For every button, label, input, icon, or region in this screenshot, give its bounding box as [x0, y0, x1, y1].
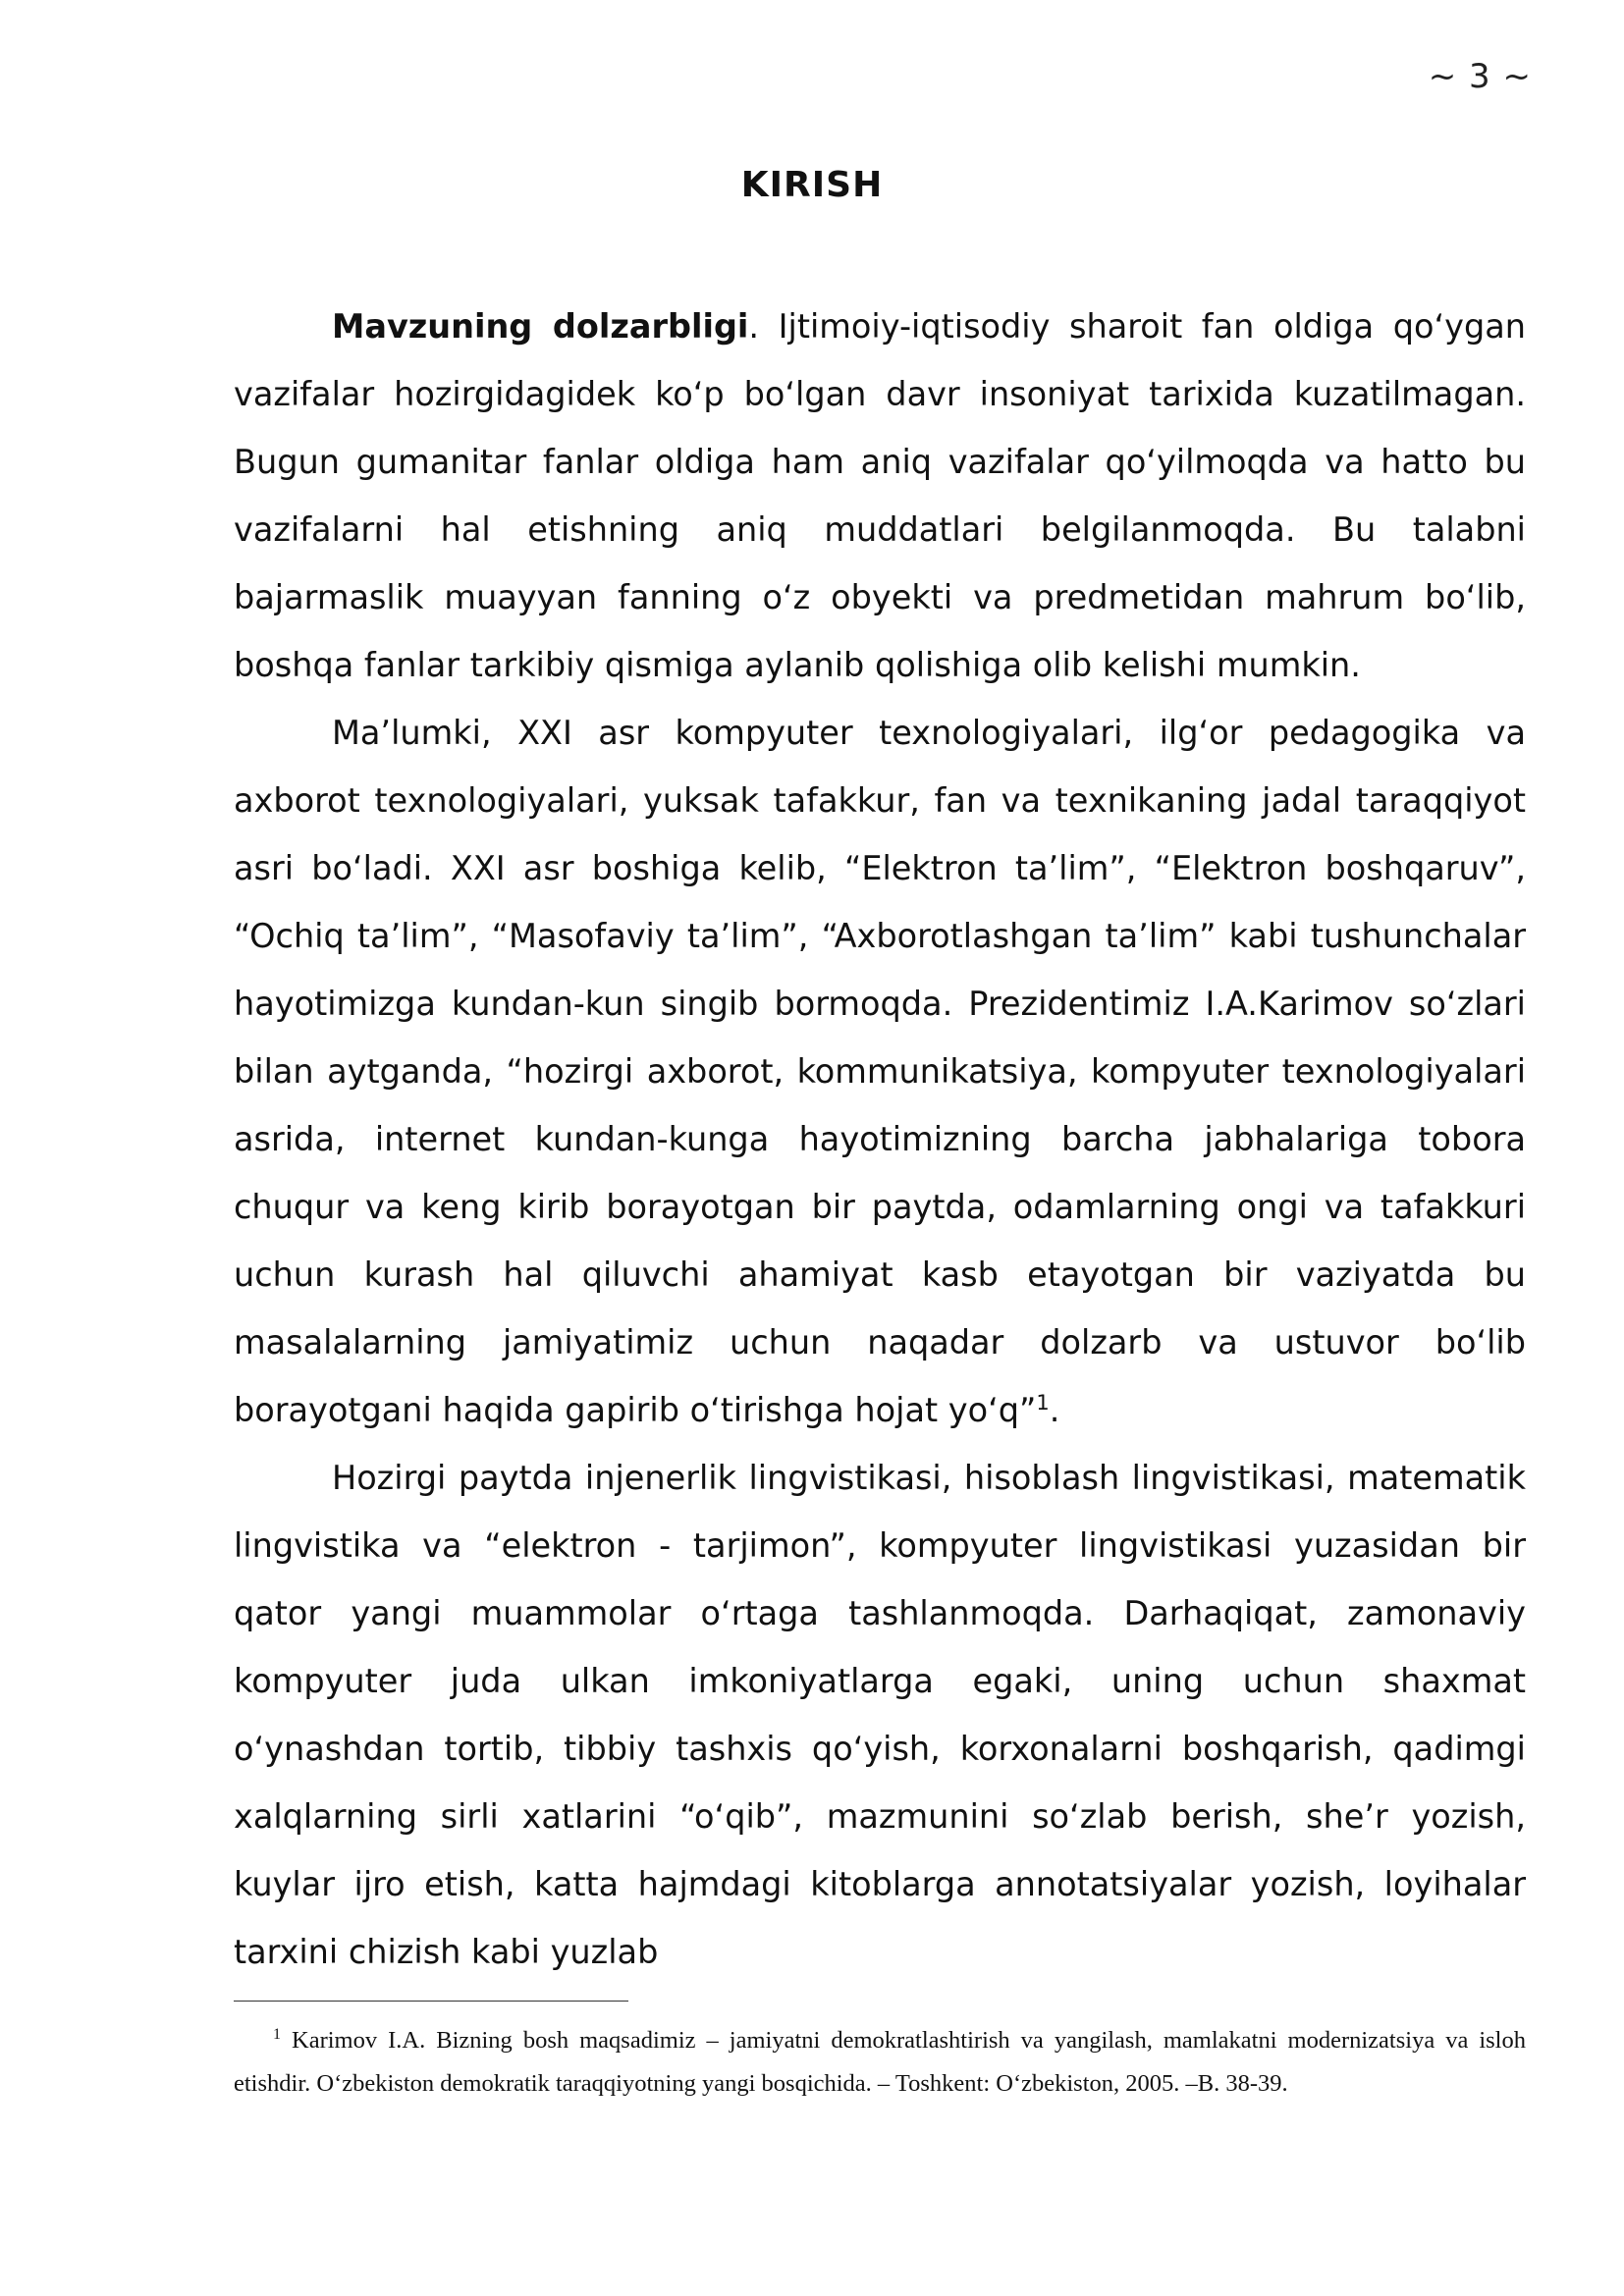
footnote-marker: 1 [273, 2025, 281, 2043]
footnote-divider [234, 2001, 628, 2002]
paragraph-tail: . [1049, 1391, 1060, 1429]
paragraph-text: Hozirgi paytda injenerlik lingvistikasi, hisoblash lingvistikasi, matematik lingvistika va “elektron - tarjimon”, kompyuter lingvistikasi yuzasidan bir qator yangi muammolar o‘rtaga tashlanmoqda. Darhaqiqat, zamonaviy kompyuter juda ulkan imkoniyatlarga egaki, uning uchun shaxmat o‘ynashdan tortib, tibbiy tashxis qo‘yish, korxonalarni boshqarish, qadimgi xalqlarning sirli xatlarini “o‘qib”, mazmunini so‘zlab berish, she’r yozish, kuylar ijro etish, katta hajmdagi kitoblarga annotatsiyalar yozish, loyihalar tarxini chizish kabi yuzlab [234, 1459, 1526, 1971]
footnote-text: Karimov I.A. Bizning bosh maqsadimiz – jamiyatni demokratlashtirish va yangilash, mamlakatni modernizatsiya va isloh etishdir. O‘zbekiston demokratik taraqqiyotning yangi bosqichida. – Toshkent: O‘zbekiston, 2005. –B. 38-39. [234, 2027, 1526, 2097]
page-number: ~ 3 ~ [1428, 57, 1532, 96]
footnote [234, 2019, 1526, 2106]
paragraph-linguistics [234, 1444, 1526, 1986]
footnote-reference[interactable]: 1 [1036, 1390, 1050, 1415]
paragraph-text: . Ijtimoiy-iqtisodiy sharoit fan oldiga qo‘ygan vazifalar hozirgidagidek ko‘p bo‘lgan davr insoniyat tarixida kuzatilmagan. Bugun gumanitar fanlar oldiga ham aniq vazifalar qo‘yilmoqda va hatto bu vazifalarni hal etishning aniq muddatlari belgilanmoqda. Bu talabni bajarmaslik muayyan fanning o‘z obyekti va predmetidan mahrum bo‘lib, boshqa fanlar tarkibiy qismiga aylanib qolishiga olib kelishi mumkin. [234, 307, 1526, 684]
body-text [234, 293, 1526, 1986]
paragraph-xxi-century [234, 699, 1526, 1444]
paragraph-relevance [234, 293, 1526, 699]
paragraph-lead: Mavzuning dolzarbligi [332, 307, 749, 346]
page-title: KIRISH [740, 165, 884, 205]
paragraph-text: Ma’lumki, XXI asr kompyuter texnologiyalari, ilg‘or pedagogika va axborot texnologiyalari, yuksak tafakkur, fan va texnikaning jadal taraqqiyot asri bo‘ladi. XXI asr boshiga kelib, “Elektron ta’lim”, “Elektron boshqaruv”, “Ochiq ta’lim”, “Masofaviy ta’lim”, “Axborotlashgan ta’lim” kabi tushunchalar hayotimizga kundan-kun singib bormoqda. Prezidentimiz I.A.Karimov so‘zlari bilan aytganda, “hozirgi axborot, kommunikatsiya, kompyuter texnologiyalari asrida, internet kundan-kunga hayotimizning barcha jabhalariga tobora chuqur va keng kirib borayotgan bir paytda, odamlarning ongi va tafakkuri uchun kurash hal qiluvchi ahamiyat kasb etayotgan bir vaziyatda bu masalalarning jamiyatimiz uchun naqadar dolzarb va ustuvor bo‘lib borayotgani haqida gapirib o‘tirishga hojat yo‘q” [234, 714, 1526, 1429]
